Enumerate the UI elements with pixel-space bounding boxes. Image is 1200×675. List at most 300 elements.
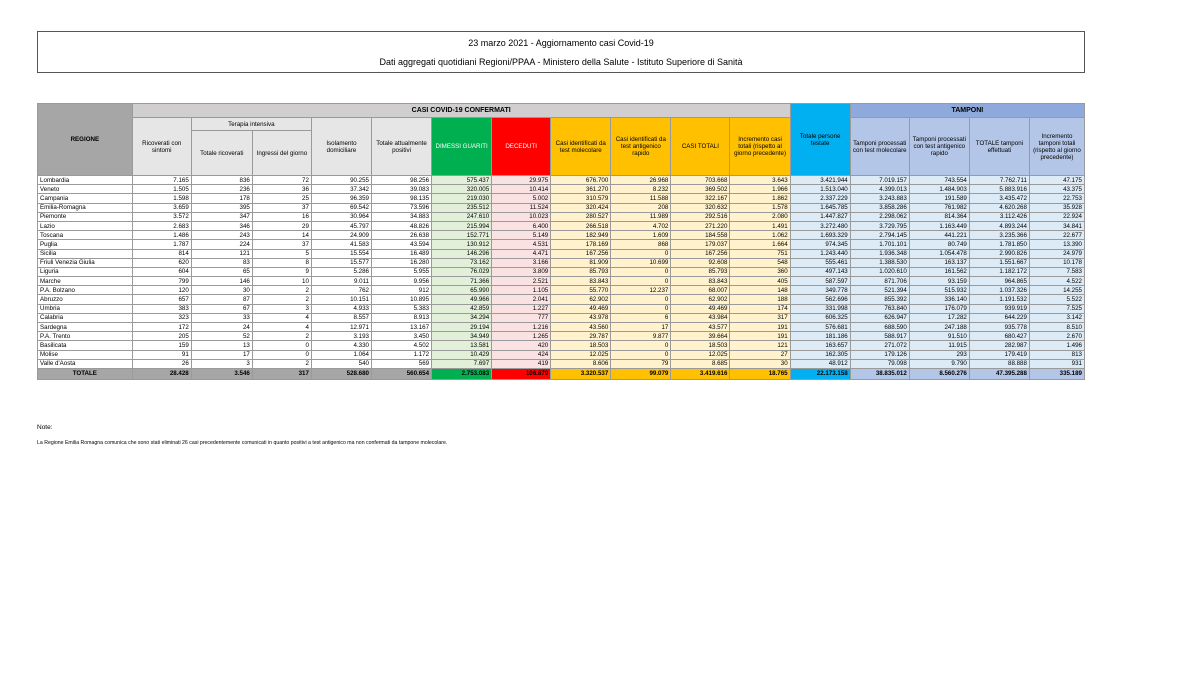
value-cell: 9.011 (311, 277, 371, 286)
totals-cell: 528.680 (311, 368, 371, 379)
value-cell: 29.194 (432, 323, 492, 332)
value-cell: 1.388.530 (850, 258, 909, 267)
value-cell: 2 (252, 359, 311, 368)
value-cell: 576.681 (790, 323, 850, 332)
value-cell: 33 (191, 313, 252, 322)
value-cell: 931 (1029, 359, 1084, 368)
table-row (38, 176, 1085, 185)
table-row (38, 249, 1085, 258)
value-cell: 420 (492, 341, 551, 350)
value-cell: 62.902 (671, 295, 730, 304)
notes-text: La Regione Emilia Romagna comunica che sono stati eliminati 26 casi precedentemente comunicati in quanto positivi a test antigenico ma non confermati da tampone molecolare. (37, 440, 448, 446)
value-cell: 657 (132, 295, 191, 304)
value-cell: 7.165 (132, 176, 191, 185)
value-cell: 9.877 (611, 332, 671, 341)
value-cell: 4.502 (372, 341, 432, 350)
value-cell: 176.079 (909, 304, 969, 313)
value-cell: 1.862 (730, 194, 790, 203)
value-cell: 5.383 (372, 304, 432, 313)
value-cell: 26.968 (611, 176, 671, 185)
region-name-cell: Sardegna (38, 323, 133, 332)
value-cell: 0 (252, 350, 311, 359)
covid-data-table (37, 103, 1085, 380)
value-cell: 540 (311, 359, 371, 368)
value-cell: 964.865 (969, 277, 1029, 286)
value-cell: 7.762.711 (969, 176, 1029, 185)
value-cell: 8.557 (311, 313, 371, 322)
value-cell: 1.505 (132, 185, 191, 194)
value-cell: 12.237 (611, 286, 671, 295)
report-title-box (37, 31, 1085, 73)
value-cell: 79.098 (850, 359, 909, 368)
value-cell: 236 (191, 185, 252, 194)
report-title: 23 marzo 2021 - Aggiornamento casi Covid-19 (468, 38, 654, 48)
value-cell: 266.518 (551, 221, 611, 230)
value-cell: 11.989 (611, 212, 671, 221)
value-cell: 4.471 (492, 249, 551, 258)
value-cell: 4.893.244 (969, 221, 1029, 230)
value-cell: 98.135 (372, 194, 432, 203)
value-cell: 48.912 (790, 359, 850, 368)
value-cell: 1.054.478 (909, 249, 969, 258)
value-cell: 121 (730, 341, 790, 350)
value-cell: 71.366 (432, 277, 492, 286)
value-cell: 181.186 (790, 332, 850, 341)
value-cell: 191.589 (909, 194, 969, 203)
value-cell: 5.522 (1029, 295, 1084, 304)
value-cell: 10.023 (492, 212, 551, 221)
value-cell: 161.562 (909, 267, 969, 276)
value-cell: 152.771 (432, 231, 492, 240)
value-cell: 743.554 (909, 176, 969, 185)
value-cell: 292.516 (671, 212, 730, 221)
value-cell: 67 (191, 304, 252, 313)
region-name-cell: P.A. Trento (38, 332, 133, 341)
value-cell: 588.917 (850, 332, 909, 341)
value-cell: 405 (730, 277, 790, 286)
value-cell: 182.949 (551, 231, 611, 240)
value-cell: 10.151 (311, 295, 371, 304)
value-cell: 13.167 (372, 323, 432, 332)
value-cell: 148 (730, 286, 790, 295)
value-cell: 146 (191, 277, 252, 286)
value-cell: 22.924 (1029, 212, 1084, 221)
totals-cell: 317 (252, 368, 311, 379)
value-cell: 72 (252, 176, 311, 185)
totals-row (38, 368, 1085, 379)
value-cell: 96.359 (311, 194, 371, 203)
value-cell: 271.220 (671, 221, 730, 230)
value-cell: 5 (252, 249, 311, 258)
value-cell: 17 (611, 323, 671, 332)
region-name-cell: Friuli Venezia Giulia (38, 258, 133, 267)
col-header-regione: REGIONE (38, 104, 133, 176)
value-cell: 939.919 (969, 304, 1029, 313)
value-cell: 762 (311, 286, 371, 295)
value-cell: 3.421.944 (790, 176, 850, 185)
value-cell: 2.521 (492, 277, 551, 286)
value-cell: 2.794.145 (850, 231, 909, 240)
value-cell: 3.112.426 (969, 212, 1029, 221)
value-cell: 4.620.268 (969, 203, 1029, 212)
value-cell: 247.188 (909, 323, 969, 332)
value-cell: 813 (1029, 350, 1084, 359)
value-cell: 93.159 (909, 277, 969, 286)
group-header-terapia: Terapia intensiva (191, 118, 311, 131)
value-cell: 34.841 (1029, 221, 1084, 230)
col-header-incremento-casi: Incremento casi totali (rispetto al giorno precedente) (730, 118, 790, 176)
value-cell: 0 (611, 267, 671, 276)
table-row (38, 341, 1085, 350)
value-cell: 26.638 (372, 231, 432, 240)
value-cell: 383 (132, 304, 191, 313)
value-cell: 11.915 (909, 341, 969, 350)
region-name-cell: Puglia (38, 240, 133, 249)
value-cell: 39.083 (372, 185, 432, 194)
table-row (38, 194, 1085, 203)
value-cell: 34.294 (432, 313, 492, 322)
table-body (38, 176, 1085, 369)
value-cell: 4.330 (311, 341, 371, 350)
value-cell: 323 (132, 313, 191, 322)
report-subtitle: Dati aggregati quotidiani Regioni/PPAA - Ministero della Salute - Istituto Superiore di Sanità (379, 57, 743, 67)
value-cell: 3.450 (372, 332, 432, 341)
value-cell: 65.990 (432, 286, 492, 295)
value-cell: 10.178 (1029, 258, 1084, 267)
group-header-casi: CASI COVID-19 CONFERMATI (132, 104, 790, 118)
value-cell: 360 (730, 267, 790, 276)
value-cell: 0 (611, 304, 671, 313)
value-cell: 30 (730, 359, 790, 368)
value-cell: 1.966 (730, 185, 790, 194)
value-cell: 3.809 (492, 267, 551, 276)
value-cell: 331.998 (790, 304, 850, 313)
value-cell: 0 (611, 341, 671, 350)
value-cell: 6.400 (492, 221, 551, 230)
value-cell: 37 (252, 240, 311, 249)
value-cell: 555.461 (790, 258, 850, 267)
value-cell: 17 (191, 350, 252, 359)
value-cell: 87 (191, 295, 252, 304)
col-header-isolamento: Isolamento domiciliare (311, 118, 371, 176)
table-row (38, 258, 1085, 267)
value-cell: 9 (252, 267, 311, 276)
value-cell: 0 (252, 341, 311, 350)
table-row (38, 332, 1085, 341)
value-cell: 441.221 (909, 231, 969, 240)
value-cell: 2.298.062 (850, 212, 909, 221)
value-cell: 2.990.826 (969, 249, 1029, 258)
region-name-cell: Piemonte (38, 212, 133, 221)
value-cell: 76.029 (432, 267, 492, 276)
col-header-tamponi-molecolare: Tamponi processati con test molecolare (850, 118, 909, 176)
value-cell: 1.609 (611, 231, 671, 240)
totals-cell: 22.173.158 (790, 368, 850, 379)
table-row (38, 212, 1085, 221)
value-cell: 814 (132, 249, 191, 258)
value-cell: 3.729.795 (850, 221, 909, 230)
region-name-cell: Campania (38, 194, 133, 203)
value-cell: 644.229 (969, 313, 1029, 322)
value-cell: 763.840 (850, 304, 909, 313)
value-cell: 2 (252, 332, 311, 341)
value-cell: 43.594 (372, 240, 432, 249)
value-cell: 1.265 (492, 332, 551, 341)
value-cell: 52 (191, 332, 252, 341)
value-cell: 90.255 (311, 176, 371, 185)
totals-cell: 560.654 (372, 368, 432, 379)
value-cell: 0 (611, 350, 671, 359)
value-cell: 3.235.366 (969, 231, 1029, 240)
value-cell: 703.668 (671, 176, 730, 185)
value-cell: 0 (611, 249, 671, 258)
value-cell: 8.606 (551, 359, 611, 368)
value-cell: 1.062 (730, 231, 790, 240)
value-cell: 5.149 (492, 231, 551, 240)
value-cell: 27 (730, 350, 790, 359)
totals-cell: 3.546 (191, 368, 252, 379)
value-cell: 3.858.286 (850, 203, 909, 212)
value-cell: 569 (372, 359, 432, 368)
value-cell: 81.909 (551, 258, 611, 267)
value-cell: 336.140 (909, 295, 969, 304)
value-cell: 10.895 (372, 295, 432, 304)
value-cell: 247.610 (432, 212, 492, 221)
col-header-test-antigenico: Casi identificati da test antigenico rapido (611, 118, 671, 176)
value-cell: 4.702 (611, 221, 671, 230)
value-cell: 5.286 (311, 267, 371, 276)
value-cell: 7.525 (1029, 304, 1084, 313)
value-cell: 37.342 (311, 185, 371, 194)
value-cell: 347 (191, 212, 252, 221)
value-cell: 18.503 (671, 341, 730, 350)
value-cell: 13.581 (432, 341, 492, 350)
value-cell: 146.296 (432, 249, 492, 258)
totals-cell: 335.189 (1029, 368, 1084, 379)
region-name-cell: Emilia-Romagna (38, 203, 133, 212)
value-cell: 224 (191, 240, 252, 249)
col-header-persone-testate: Totale persone testate (790, 104, 850, 176)
value-cell: 35.928 (1029, 203, 1084, 212)
group-header-tamponi: TAMPONI (850, 104, 1084, 118)
value-cell: 2 (252, 286, 311, 295)
totals-cell: 28.428 (132, 368, 191, 379)
value-cell: 626.947 (850, 313, 909, 322)
table-row (38, 359, 1085, 368)
value-cell: 121 (191, 249, 252, 258)
value-cell: 11.588 (611, 194, 671, 203)
value-cell: 13.390 (1029, 240, 1084, 249)
value-cell: 7.583 (1029, 267, 1084, 276)
value-cell: 30.964 (311, 212, 371, 221)
value-cell: 49.966 (432, 295, 492, 304)
table-row (38, 304, 1085, 313)
value-cell: 3.193 (311, 332, 371, 341)
value-cell: 1.447.827 (790, 212, 850, 221)
value-cell: 5.955 (372, 267, 432, 276)
value-cell: 3.166 (492, 258, 551, 267)
value-cell: 243 (191, 231, 252, 240)
col-header-tamponi-totale: TOTALE tamponi effettuati (969, 118, 1029, 176)
totals-cell: 18.765 (730, 368, 790, 379)
region-name-cell: Calabria (38, 313, 133, 322)
value-cell: 320.005 (432, 185, 492, 194)
value-cell: 2.683 (132, 221, 191, 230)
value-cell: 69.542 (311, 203, 371, 212)
value-cell: 3 (191, 359, 252, 368)
value-cell: 9.790 (909, 359, 969, 368)
value-cell: 1.486 (132, 231, 191, 240)
table-row (38, 267, 1085, 276)
value-cell: 369.502 (671, 185, 730, 194)
value-cell: 12.025 (551, 350, 611, 359)
value-cell: 43.984 (671, 313, 730, 322)
value-cell: 8.685 (671, 359, 730, 368)
value-cell: 3.435.472 (969, 194, 1029, 203)
value-cell: 16.489 (372, 249, 432, 258)
value-cell: 80.749 (909, 240, 969, 249)
value-cell: 2.080 (730, 212, 790, 221)
value-cell: 39.664 (671, 332, 730, 341)
value-cell: 575.437 (432, 176, 492, 185)
value-cell: 8.510 (1029, 323, 1084, 332)
value-cell: 320.424 (551, 203, 611, 212)
value-cell: 83.843 (551, 277, 611, 286)
value-cell: 3 (252, 304, 311, 313)
value-cell: 98.256 (372, 176, 432, 185)
table-row (38, 313, 1085, 322)
col-header-test-molecolare: Casi identificati da test molecolare (551, 118, 611, 176)
value-cell: 680.427 (969, 332, 1029, 341)
table-row (38, 185, 1085, 194)
value-cell: 1.064 (311, 350, 371, 359)
value-cell: 45.797 (311, 221, 371, 230)
value-cell: 49.469 (551, 304, 611, 313)
region-name-cell: Liguria (38, 267, 133, 276)
table-row (38, 323, 1085, 332)
value-cell: 836 (191, 176, 252, 185)
value-cell: 322.167 (671, 194, 730, 203)
value-cell: 3.643 (730, 176, 790, 185)
value-cell: 14 (252, 231, 311, 240)
col-header-dimessi: DIMESSI GUARITI (432, 118, 492, 176)
value-cell: 10.699 (611, 258, 671, 267)
value-cell: 163.657 (790, 341, 850, 350)
value-cell: 935.778 (969, 323, 1029, 332)
value-cell: 871.706 (850, 277, 909, 286)
value-cell: 24.979 (1029, 249, 1084, 258)
value-cell: 22.753 (1029, 194, 1084, 203)
value-cell: 25 (252, 194, 311, 203)
totals-cell: 2.753.083 (432, 368, 492, 379)
totals-label: TOTALE (38, 368, 133, 379)
value-cell: 91 (132, 350, 191, 359)
value-cell: 855.392 (850, 295, 909, 304)
value-cell: 3.142 (1029, 313, 1084, 322)
value-cell: 41.583 (311, 240, 371, 249)
value-cell: 3.243.883 (850, 194, 909, 203)
value-cell: 1.182.172 (969, 267, 1029, 276)
value-cell: 1.191.532 (969, 295, 1029, 304)
value-cell: 188 (730, 295, 790, 304)
totals-cell: 38.835.012 (850, 368, 909, 379)
value-cell: 15.577 (311, 258, 371, 267)
value-cell: 515.932 (909, 286, 969, 295)
value-cell: 1.645.785 (790, 203, 850, 212)
value-cell: 6 (611, 313, 671, 322)
value-cell: 120 (132, 286, 191, 295)
value-cell: 43.577 (671, 323, 730, 332)
value-cell: 8.913 (372, 313, 432, 322)
value-cell: 162.305 (790, 350, 850, 359)
value-cell: 3.572 (132, 212, 191, 221)
value-cell: 65 (191, 267, 252, 276)
table-row (38, 221, 1085, 230)
value-cell: 26 (132, 359, 191, 368)
value-cell: 16.280 (372, 258, 432, 267)
table-row (38, 240, 1085, 249)
value-cell: 4.933 (311, 304, 371, 313)
value-cell: 799 (132, 277, 191, 286)
value-cell: 2.670 (1029, 332, 1084, 341)
value-cell: 179.037 (671, 240, 730, 249)
value-cell: 12.971 (311, 323, 371, 332)
value-cell: 167.256 (671, 249, 730, 258)
value-cell: 1.664 (730, 240, 790, 249)
region-name-cell: Valle d'Aosta (38, 359, 133, 368)
region-name-cell: Veneto (38, 185, 133, 194)
value-cell: 22.677 (1029, 231, 1084, 240)
value-cell: 587.597 (790, 277, 850, 286)
value-cell: 43.375 (1029, 185, 1084, 194)
value-cell: 7.697 (432, 359, 492, 368)
value-cell: 751 (730, 249, 790, 258)
value-cell: 868 (611, 240, 671, 249)
value-cell: 18.503 (551, 341, 611, 350)
value-cell: 130.912 (432, 240, 492, 249)
value-cell: 5.002 (492, 194, 551, 203)
value-cell: 4.531 (492, 240, 551, 249)
value-cell: 30 (191, 286, 252, 295)
value-cell: 167.256 (551, 249, 611, 258)
value-cell: 346 (191, 221, 252, 230)
region-name-cell: P.A. Bolzano (38, 286, 133, 295)
value-cell: 1.163.449 (909, 221, 969, 230)
value-cell: 10.429 (432, 350, 492, 359)
value-cell: 424 (492, 350, 551, 359)
value-cell: 1.105 (492, 286, 551, 295)
value-cell: 159 (132, 341, 191, 350)
value-cell: 235.512 (432, 203, 492, 212)
region-name-cell: Sicilia (38, 249, 133, 258)
col-header-deceduti: DECEDUTI (492, 118, 551, 176)
value-cell: 1.781.850 (969, 240, 1029, 249)
value-cell: 34.883 (372, 212, 432, 221)
table-row (38, 350, 1085, 359)
value-cell: 29 (252, 221, 311, 230)
value-cell: 205 (132, 332, 191, 341)
value-cell: 4.522 (1029, 277, 1084, 286)
table-row (38, 277, 1085, 286)
value-cell: 1.693.329 (790, 231, 850, 240)
value-cell: 548 (730, 258, 790, 267)
value-cell: 1.578 (730, 203, 790, 212)
value-cell: 1.513.040 (790, 185, 850, 194)
value-cell: 2.337.229 (790, 194, 850, 203)
value-cell: 179.419 (969, 350, 1029, 359)
region-name-cell: Umbria (38, 304, 133, 313)
notes-label: Note: (37, 424, 53, 431)
